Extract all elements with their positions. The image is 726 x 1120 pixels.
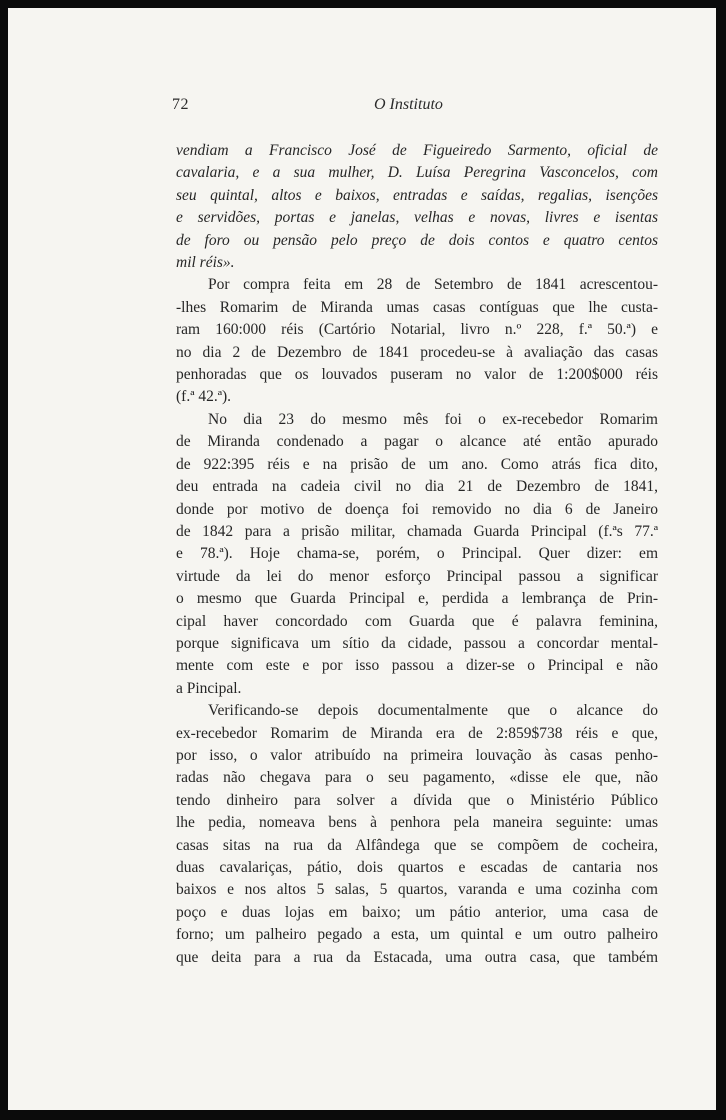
quote-line: cavalaria, e a sua mulher, D. Luísa Peregrina Vasconcelos, com bbox=[176, 164, 658, 182]
text-line: de 1842 para a prisão militar, chamada Guarda Principal (f.ªs 77.ª bbox=[176, 522, 658, 540]
text-line: de 922:395 réis e na prisão de um ano. Como atrás fica dito, bbox=[176, 455, 658, 473]
body-text bbox=[176, 140, 658, 969]
text-line: duas cavalariças, pátio, dois quartos e escadas de cantaria nos bbox=[176, 859, 658, 876]
text-line: virtude da lei do menor esforço Principal passou a significar bbox=[176, 567, 658, 585]
quote-line: vendiam a Francisco José de Figueiredo Sarmento, oficial de bbox=[176, 142, 658, 159]
quote-line: de foro ou pensão pelo preço de dois contos e quatro centos bbox=[176, 231, 658, 249]
text-line: porque significava um sítio da cidade, passou a concordar mental- bbox=[176, 634, 658, 652]
text-line: Verificando-se depois documentalmente que o alcance do bbox=[208, 702, 658, 720]
page-header bbox=[8, 96, 716, 120]
text-line: donde por motivo de doença foi removido no dia 6 de Janeiro bbox=[176, 500, 658, 518]
paragraph-2 bbox=[176, 409, 658, 700]
text-line: -lhes Romarim de Miranda umas casas contíguas que lhe custa- bbox=[176, 298, 658, 316]
text-line: ram 160:000 réis (Cartório Notarial, livro n.º 228, f.ª 50.ª) e bbox=[176, 321, 658, 339]
quote-line: mil réis». bbox=[176, 254, 235, 272]
text-line: de Miranda condenado a pagar o alcance até então apurado bbox=[176, 433, 658, 451]
book-page bbox=[8, 8, 716, 1110]
quote-line: e servidões, portas e janelas, velhas e novas, livres e isentas bbox=[176, 209, 658, 227]
page-number: 72 bbox=[172, 96, 189, 113]
text-line: deu entrada na cadeia civil no dia 21 de Dezembro de 1841, bbox=[176, 478, 658, 496]
text-line: forno; um palheiro pegado a esta, um quintal e um outro palheiro bbox=[176, 926, 658, 944]
paragraph-3 bbox=[176, 700, 658, 969]
quote-block bbox=[176, 140, 658, 274]
quote-line: seu quintal, altos e baixos, entradas e saídas, regalias, isenções bbox=[176, 186, 658, 204]
text-line: baixos e nos altos 5 salas, 5 quartos, varanda e uma cozinha com bbox=[176, 881, 658, 899]
text-line: por isso, o valor atribuído na primeira louvação às casas penho- bbox=[176, 746, 658, 764]
text-line: casas sitas na rua da Alfândega que se compõem de cocheira, bbox=[176, 836, 658, 854]
text-line: penhoradas que os louvados puseram no valor de 1:200$000 réis bbox=[176, 366, 658, 384]
text-line: a Pincipal. bbox=[176, 679, 242, 697]
text-line: poço e duas lojas em baixo; um pátio anterior, uma casa de bbox=[176, 903, 658, 921]
text-line: No dia 23 do mesmo mês foi o ex-recebedor Romarim bbox=[208, 410, 658, 428]
text-line: o mesmo que Guarda Principal e, perdida a lembrança de Prin- bbox=[176, 590, 658, 608]
text-line: cipal haver concordado com Guarda que é palavra feminina, bbox=[176, 612, 658, 630]
text-line: e 78.ª). Hoje chama-se, porém, o Principal. Quer dizer: em bbox=[176, 545, 658, 563]
text-line: mente com este e por isso passou a dizer-se o Principal e não bbox=[176, 657, 658, 675]
text-line: (f.ª 42.ª). bbox=[176, 388, 232, 406]
text-line: Por compra feita em 28 de Setembro de 1841 acrescentou- bbox=[208, 276, 658, 294]
text-line: ex-recebedor Romarim de Miranda era de 2:859$738 réis e que, bbox=[176, 724, 658, 742]
text-line: lhe pedia, nomeava bens à penhora pela maneira seguinte: umas bbox=[176, 814, 658, 832]
paragraph-1 bbox=[176, 274, 658, 408]
text-line: que deita para a rua da Estacada, uma outra casa, que também bbox=[176, 948, 658, 966]
text-line: no dia 2 de Dezembro de 1841 procedeu-se à avaliação das casas bbox=[176, 343, 658, 361]
text-line: radas não chegava para o seu pagamento, «disse ele que, não bbox=[176, 769, 658, 787]
running-title: O Instituto bbox=[374, 96, 443, 113]
text-line: tendo dinheiro para solver a dívida que o Ministério Público bbox=[176, 791, 658, 809]
